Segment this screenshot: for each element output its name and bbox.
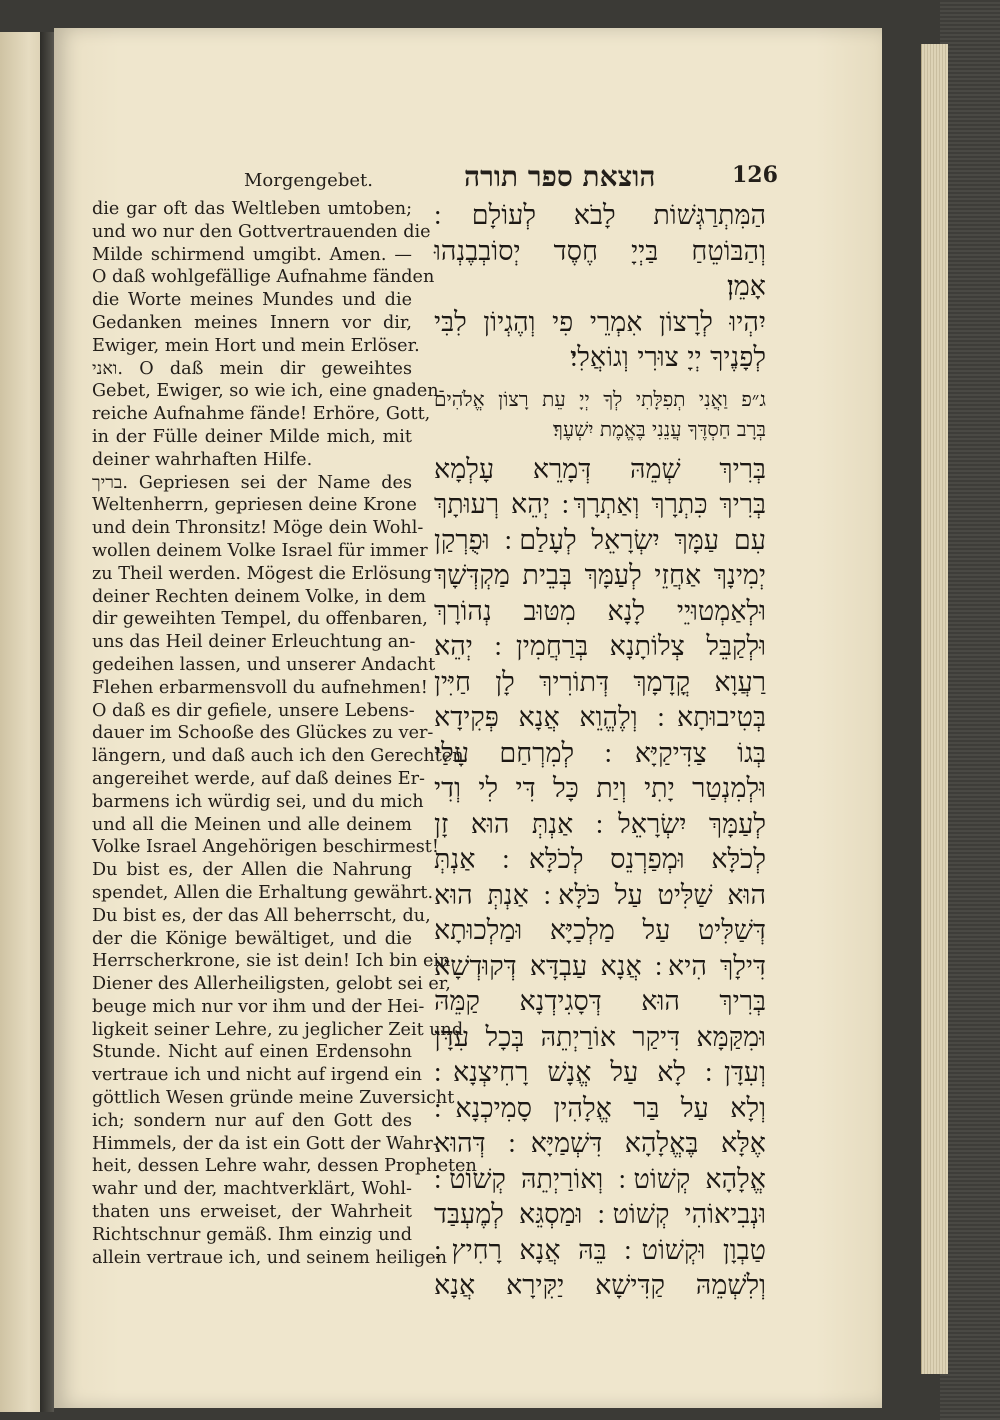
book-cover [940,0,1000,1420]
german-text-line: בריך. Gepriesen sei der Name des [92,472,412,493]
hebrew-text-line: בְּטִיבוּתָא ׃ וְלֶהֱוֵא אֲנָא פְּקִידָא [434,702,766,733]
german-text-line: Richtschnur gemäß. Ihm einzig und [92,1224,412,1245]
hebrew-text-line: וְלִשְׁמֵהּ קַדִּישָׁא יַקִּירָא אֲנָא [434,1270,766,1301]
hebrew-text-line: לְעַמָּךְ יִשְׂרָאֵל ׃ אַנְתְּ הוּא זָן [434,808,766,840]
german-translation-column [92,198,477,1269]
german-running-title: Morgengebet. [244,170,373,191]
german-text-line: Diener des Allerheiligsten, gelobt sei er, [92,974,451,995]
german-text-line: und dein Thronsitz! Möge dein Wohl- [92,518,424,539]
german-text-line: Weltenherrn, gepriesen deine Krone [92,495,417,516]
hebrew-text-line: בְּרִיךְ הוּא דְּסָגִידְנָא קַמֵּהּ [434,986,766,1017]
german-text-line: O daß wohlgefällige Aufnahme fänden [92,267,435,288]
hebrew-text-line: וְעִדָּן ׃ לָא עַל אֱנָשׁ רָחִיצְנָא ׃ [434,1057,766,1088]
german-text-line: angereihet werde, auf daß deines Er- [92,768,425,789]
hebrew-text-line: הַמִּתְרַגְּשׁוֹת לָבֹא לְעוֹלָם ׃ [434,200,766,231]
page-number: 126 [732,162,778,188]
german-text-line: Du bist es, der das All beherrscht, du, [92,905,431,926]
german-text-line: Flehen erbarmensvoll du aufnehmen! [92,677,428,698]
german-text-line: Du bist es, der Allen die Nahrung [92,860,412,881]
german-text-line: in der Fülle deiner Milde mich, mit [92,426,412,447]
german-text-line: beuge mich nur vor ihm und der Hei- [92,996,425,1017]
german-text-line: Himmels, der da ist ein Gott der Wahr- [92,1133,439,1154]
german-text-line: längern, und daß auch ich den Gerechten [92,746,464,767]
german-text-line: deiner Rechten deinem Volke, in dem [92,586,427,607]
german-text-line: reiche Aufnahme fände! Erhöre, Gott, [92,404,431,425]
german-text-line: Gedanken meines Innern vor dir, [92,312,412,333]
german-text-line: ich; sondern nur auf den Gott des [92,1110,412,1131]
hebrew-text-line: וְלָא עַל בַּר אֱלָהִין סָמִיכְנָא ׃ [434,1092,766,1124]
hebrew-text-line: רַעֲוָא קֳדָמָךְ דְּתוֹרִיךְ לָן חַיִּין [434,666,766,698]
german-text-line: spendet, Allen die Erhaltung gewährt. [92,882,434,903]
german-text-line: ligkeit seiner Lehre, zu jeglicher Zeit und [92,1019,464,1040]
german-text-line: heit, dessen Lehre wahr, dessen Propheten [92,1156,477,1177]
book-page [54,28,882,1408]
german-text-line: uns das Heil deiner Erleuchtung an- [92,632,416,653]
german-text-line: Stunde. Nicht auf einen Erdensohn [92,1042,412,1063]
german-text-line: zu Theil werden. Mögest die Erlösung [92,563,432,584]
hebrew-text-line: לְפָנֶיךָ יְיָ צוּרִי וְגוֹאֲלִי׃ [570,342,766,373]
hebrew-text-line: וּלְמִנְטַר יָתִי וְיַת כָּל דִּי לִי וְדִי [434,773,766,804]
german-text-line: dauer im Schooße des Glückes zu ver- [92,723,434,744]
german-text-line: Volke Israel Angehörigen beschirmest! [92,837,439,858]
hebrew-text-line: ג״פ וַאֲנִי תְפִלָּתִי לְךָ יְיָ עֵת רָצוֹן אֱלֹהִים [434,386,766,411]
hebrew-text-line: בְּרָב חַסְדֶּךָ עֲנֵנִי בֶּאֱמֶת יִשְׁעֶךָ׃ [553,416,766,441]
german-text-line: die gar oft das Weltleben umtoben; [92,199,412,219]
hebrew-text-line: אֱלָהָא קְשׁוֹט ׃ וְאוֹרַיְתֵהּ קְשׁוֹט ׃ [434,1163,766,1195]
hebrew-text-line: טַבְוָן וּקְשׁוֹט ׃ בֵּהּ אֲנָא רָחִיץ ׃ [434,1234,766,1266]
page-edges [921,44,948,1374]
german-text-line: göttlich Wesen gründe meine Zuversicht [92,1088,455,1109]
german-text-line: ואני. O daß mein dir geweihtes [92,358,412,379]
german-text-line: wahr und der, machtverklärt, Wohl- [92,1179,412,1200]
german-text-line: und wo nur den Gottvertrauenden die [92,221,431,242]
german-text-line: Gebet, Ewiger, so wie ich, eine gnaden- [92,381,445,402]
hebrew-text-line: וּלְאַמְטוּיֵי לָנָא מִטּוּב נְהוֹרָךְ [434,595,766,627]
hebrew-text-line: עִם עַמָּךְ יִשְׂרָאֵל לְעָלַם ׃ וּפֻרְקַן [434,524,766,556]
hebrew-text-line: וּמִקַּמָּא דִּיקַר אוֹרַיְתֵהּ בְּכָל עִדָּן [434,1021,766,1053]
hebrew-running-title: הוצאת ספר תורה [464,160,656,193]
german-text-line: gedeihen lassen, und unserer Andacht [92,654,436,675]
hebrew-text-column [434,198,766,1304]
german-text-line: allein vertraue ich, und seinem heiligen [92,1247,448,1268]
hebrew-text-line: בְּגוֹ צַדִּיקַיָּא ׃ לְמִרְחַם עָלַי [434,737,766,769]
hebrew-text-line: בְּרִיךְ שְׁמֵהּ דְּמָרֵא עָלְמָא [434,453,766,485]
german-text-line: Ewiger, mein Hort und mein Erlöser. [92,335,420,356]
hebrew-text-line: הוּא שַׁלִּיט עַל כֹּלָּא ׃ אַנְתְּ הוּא [434,879,766,911]
german-text-line: O daß es dir gefiele, unsere Lebens- [92,700,415,721]
hebrew-text-line: לְכֹלָּא וּמְפַרְנֵס לְכֹלָּא ׃ אַנְתְּ [434,844,766,875]
german-text-line: Milde schirmend umgibt. Amen. — [92,244,412,265]
hebrew-text-line: אֶלָּא בֶּאֱלָהָא דִּשְׁמַיָּא ׃ דְּהוּא [434,1128,766,1159]
german-text-line: wollen deinem Volke Israel für immer [92,540,428,561]
book-gutter [40,32,54,1412]
german-text-line: thaten uns erweiset, der Wahrheit [92,1202,412,1223]
german-text-line: die Worte meines Mundes und die [92,290,412,311]
german-text-line: barmens ich würdig sei, und du mich [92,791,424,812]
hebrew-text-line: וּנְבִיאוֹהִי קְשׁוֹט ׃ וּמַסְגֵּא לְמֶעְבַּד [434,1199,766,1230]
german-text-line: und all die Meinen und alle deinem [92,814,412,835]
german-text-line: der die Könige bewältiget, und die [92,928,412,949]
hebrew-text-line: וְהַבּוֹטֵחַ בַּיְיָ חֶסֶד יְסוֹבְבֶנְהוּ [434,235,766,267]
hebrew-text-line: יִהְיוּ לְרָצוֹן אִמְרֵי פִי וְהֶגְיוֹן לִבִּי [434,306,766,338]
hebrew-text-line: דְּשַׁלִּיט עַל מַלְכַיָּא וּמַלְכוּתָא [434,915,766,946]
hebrew-text-line: אָמֵן׃ [726,271,766,302]
hebrew-text-line: יְמִינָךְ אַחֲזֵי לְעַמָּךְ בְּבֵית מַקְדְּשָׁךְ [434,560,766,591]
hebrew-text-line: דִּילָךְ הִיא ׃ אֲנָא עַבְדָּא דְּקוּדְשָׁא [434,950,766,982]
german-text-line: Herrscherkrone, sie ist dein! Ich bin ein [92,951,451,972]
running-header [54,158,882,198]
hebrew-text-line: וּלְקַבֵּל צְלוֹתָנָא בְּרַחֲמִין ׃ יְהֵא [434,631,766,662]
hebrew-text-line: בְּרִיךְ כִּתְרָךְ וְאַתְרָךְ ׃ יְהֵא רְעוּתָךְ [434,489,766,520]
spacer [434,376,766,384]
german-text-line: vertraue ich und nicht auf irgend ein [92,1065,422,1086]
german-text-line: dir geweihten Tempel, du offenbaren, [92,609,428,630]
german-text-line: deiner wahrhaften Hilfe. [92,449,313,470]
spacer [434,444,766,452]
